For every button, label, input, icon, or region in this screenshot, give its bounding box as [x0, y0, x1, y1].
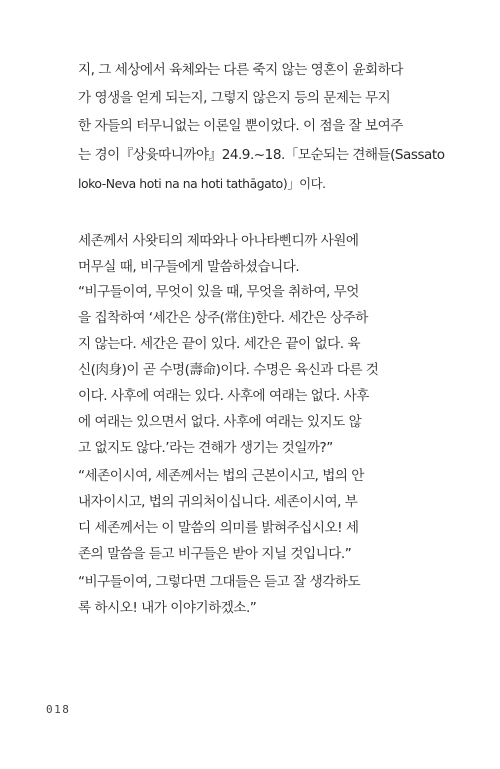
- text-line: 록 하시오! 내가 이야기하겠소.”: [78, 600, 257, 616]
- text-line: 을 집착하여 ‘세간은 상주(常住)한다. 세간은 상주하: [78, 310, 368, 326]
- text-line: 에 여래는 있으면서 없다. 사후에 여래는 있지도 않: [78, 414, 362, 430]
- text-line: “비구들이여, 무엇이 있을 때, 무엇을 취하여, 무엇: [78, 284, 359, 300]
- text-line: 이다. 사후에 여래는 있다. 사후에 여래는 없다. 사후: [78, 388, 369, 404]
- text-line: 지, 그 세상에서 육체와는 다른 죽지 않는 영혼이 윤회하다: [78, 62, 403, 78]
- text-line: 신(肉身)이 곧 수명(壽命)이다. 수명은 육신과 다른 것: [78, 362, 379, 378]
- text-line: 는 경이『상윳따니까야』24.9.~18.「모순되는 견해들(Sassato: [78, 147, 445, 163]
- text-line: 고 없지도 않다.’라는 견해가 생기는 것일까?”: [78, 440, 333, 456]
- text-line: 지 않는다. 세간은 끝이 있다. 세간은 끝이 없다. 육: [78, 336, 361, 352]
- text-line: “비구들이여, 그렇다면 그대들은 듣고 잘 생각하도: [78, 574, 361, 590]
- text-line: 존의 말씀을 듣고 비구들은 받아 지닐 것입니다.”: [78, 546, 352, 562]
- text-line: 한 자들의 터무니없는 이론일 뿐이었다. 이 점을 잘 보여주: [78, 118, 403, 134]
- text-line: 머무실 때, 비구들에게 말씀하셨습니다.: [78, 259, 300, 275]
- text-line: 세존께서 사왓티의 제따와나 아나타삔디까 사원에: [78, 233, 359, 249]
- text-line: 디 세존께서는 이 말씀의 의미를 밝혀주십시오! 세: [78, 520, 359, 536]
- text-line: 가 영생을 얻게 되는지, 그렇지 않은지 등의 문제는 무지: [78, 90, 391, 106]
- text-line: 내자이시고, 법의 귀의처이십니다. 세존이시여, 부: [78, 494, 358, 510]
- text-line: “세존이시여, 세존께서는 법의 근본이시고, 법의 안: [78, 468, 364, 484]
- page-number: 018: [46, 703, 71, 716]
- text-line: loko-Neva hoti na na hoti tathāgato)」이다.: [78, 176, 326, 191]
